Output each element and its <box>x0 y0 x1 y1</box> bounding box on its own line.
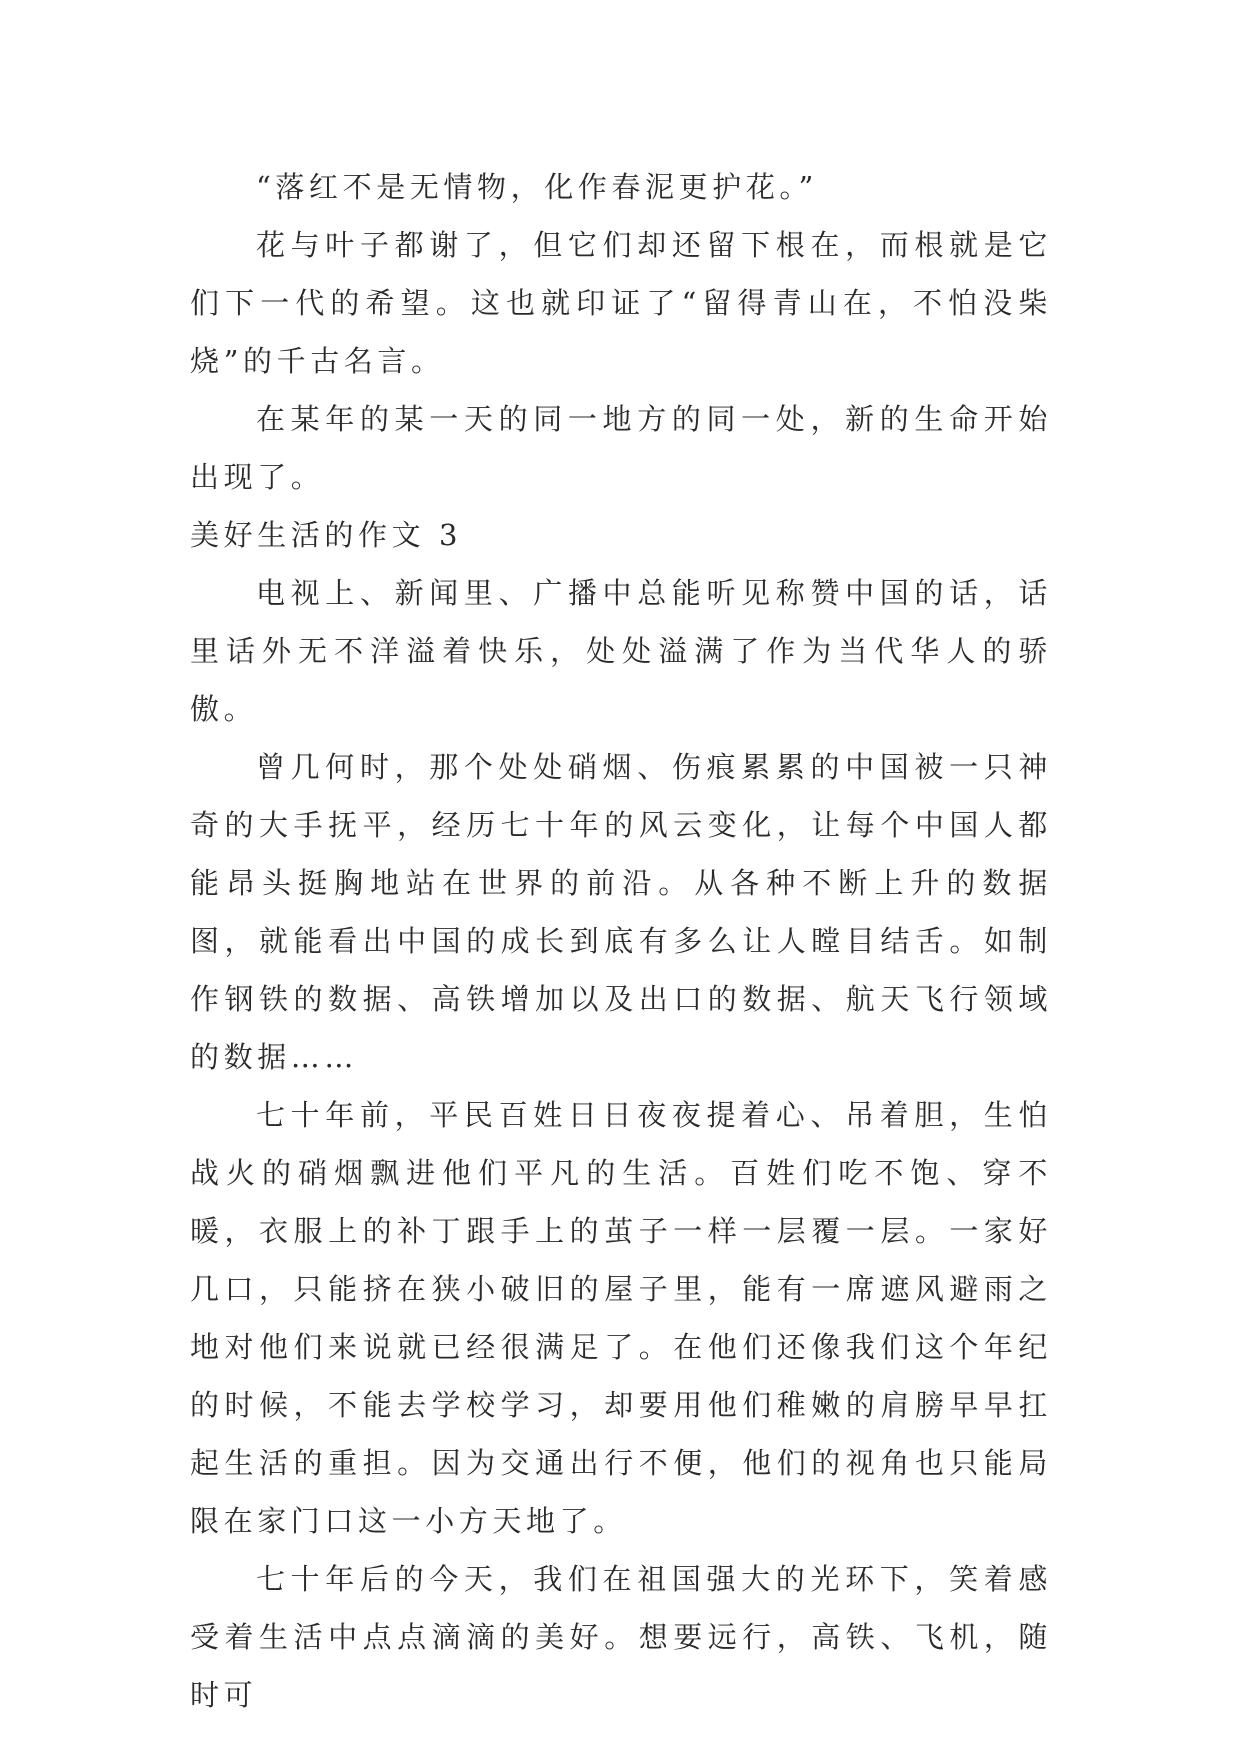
paragraph-new-life: 在某年的某一天的同一地方的同一处，新的生命开始出现了。 <box>190 402 1052 494</box>
paragraph-history: 曾几何时，那个处处硝烟、伤痕累累的中国被一只神奇的大手抚平，经历七十年的风云变化，让每个中国人都能昂头挺胸地站在世界的前沿。从各种不断上升的数据图，就能看出中国的成长到底有多么让人瞠目结舌。如制作钢铁的数据、高铁增加以及出口的数据、航天飞行领域的数据…… <box>190 750 1052 1074</box>
section-heading: 美好生活的作文 3 <box>190 518 463 552</box>
paragraph-roots: 花与叶子都谢了，但它们却还留下根在，而根就是它们下一代的希望。这也就印证了“留得青山在，不怕没柴烧”的千古名言。 <box>190 228 1052 378</box>
paragraph-today: 七十年后的今天，我们在祖国强大的光环下，笑着感受着生活中点点滴滴的美好。想要远行，高铁、飞机，随时可 <box>190 1562 1052 1712</box>
paragraph-seventy-years-ago: 七十年前，平民百姓日日夜夜提着心、吊着胆，生怕战火的硝烟飘进他们平凡的生活。百姓们吃不饱、穿不暖，衣服上的补丁跟手上的茧子一样一层覆一层。一家好几口，只能挤在狭小破旧的屋子里，能有一席遮风避雨之地对他们来说就已经很满足了。在他们还像我们这个年纪的时候，不能去学校学习，却要用他们稚嫩的肩膀早早扛起生活的重担。因为交通出行不便，他们的视角也只能局限在家门口这一小方天地了。 <box>190 1098 1052 1538</box>
paragraph-praise: 电视上、新闻里、广播中总能听见称赞中国的话，话里话外无不洋溢着快乐，处处溢满了作为当代华人的骄傲。 <box>190 576 1052 726</box>
document-body <box>190 158 1052 1724</box>
paragraph-quote: “落红不是无情物，化作春泥更护花。” <box>256 170 818 204</box>
